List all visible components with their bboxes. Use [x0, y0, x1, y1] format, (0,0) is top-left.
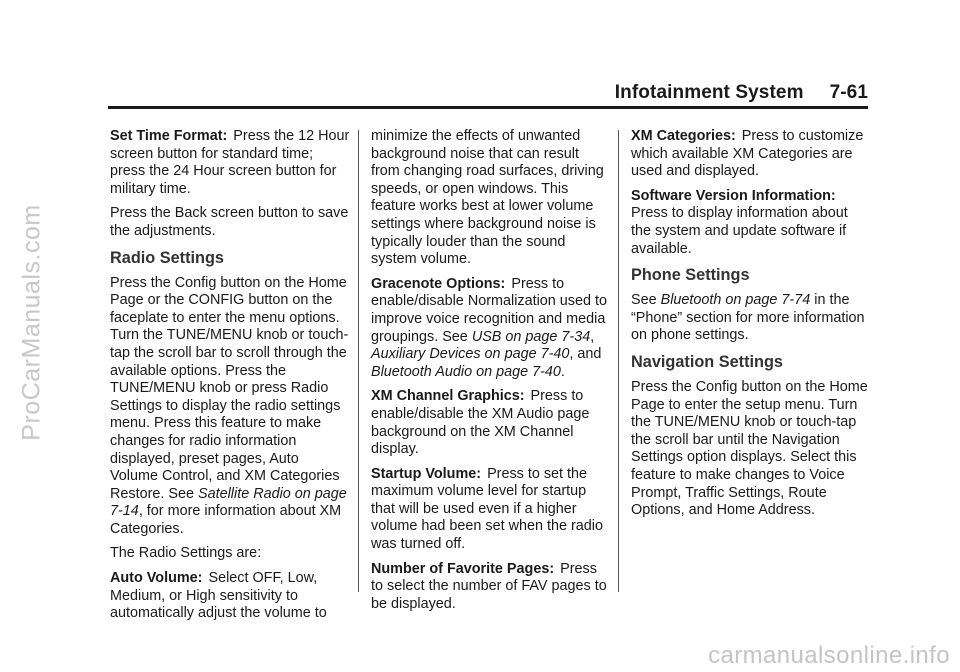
page-header [108, 82, 868, 104]
paragraph-text: , and [569, 346, 602, 363]
column-3 [631, 128, 871, 527]
paragraph-favorite-pages [371, 561, 611, 614]
term-gracenote-options: Gracenote Options: [371, 275, 506, 292]
paragraph-text: Press the 12 Hour screen button for standard time; press the 24 Hour screen button for military time. [110, 128, 350, 197]
term-auto-volume: Auto Volume: [110, 570, 203, 587]
paragraph-text: The Radio Settings are: [110, 545, 262, 562]
column-divider [358, 130, 359, 592]
paragraph-gracenote-options [371, 276, 611, 382]
heading-radio-settings: Radio Settings [110, 248, 224, 267]
paragraph-text: Press the Config button on the Home Page to enter the setup menu. Turn the TUNE/MENU knob or touch-tap the scroll bar until the Navigation Settings option displays. Select this feature to make changes to Voice Prompt, Traffic Settings, Route Options, and Home Address. [631, 378, 868, 519]
paragraph-text: See [631, 292, 657, 309]
section-title: Infotainment System [614, 82, 804, 103]
column-1 [110, 128, 350, 630]
paragraph-xm-categories [631, 128, 871, 181]
paragraph-text: Press to enable/disable Normalization used to improve voice recognition and media groupings. See [371, 275, 607, 345]
paragraph-auto-volume [110, 570, 350, 623]
paragraph-text: minimize the effects of unwanted background noise that can result from changing road surfaces, driving speeds, or open windows. This feature works best at lower volume settings where background noise is typically louder than the sound system volume. [371, 128, 604, 268]
paragraph-text: Press to customize which available XM Categories are used and displayed. [631, 128, 864, 180]
paragraph-text: . [560, 363, 565, 380]
cross-reference-link[interactable]: Satellite Radio on page 7-14 [110, 485, 347, 520]
term-xm-channel-graphics: XM Channel Graphics: [371, 388, 525, 405]
paragraph-radio-settings-list [110, 545, 350, 563]
heading-navigation-settings: Navigation Settings [631, 352, 783, 371]
term-set-time-format: Set Time Format: [110, 128, 228, 144]
paragraph-text: , [590, 328, 595, 345]
paragraph-set-time-format [110, 128, 350, 198]
term-software-version: Software Version Information: [631, 187, 836, 204]
paragraph-text: Select OFF, Low, Medium, or High sensitivity to automatically adjust the volume to [110, 570, 327, 622]
column-divider [618, 130, 619, 592]
side-watermark: ProCarManuals.com [17, 204, 46, 441]
paragraph-startup-volume [371, 466, 611, 554]
paragraph-text: Press the Config button on the Home Page or the CONFIG button on the faceplate to enter the menu options. Turn the TUNE/MENU knob or touch-tap the scroll bar to scroll through the available options. Press the TUNE/MENU knob or press Radio Settings to display the radio settings menu. Press this feature to make changes for radio information displayed, preset pages, Auto Volume Control, and XM Categories Restore. See [110, 274, 349, 502]
header-rule [108, 106, 868, 109]
paragraph-radio-settings [110, 275, 350, 539]
term-startup-volume: Startup Volume: [371, 465, 482, 482]
heading-phone-settings: Phone Settings [631, 266, 750, 285]
paragraph-text: Press to set the maximum volume level for startup that will be used even if a higher volume had been set when the radio was turned off. [371, 465, 604, 553]
cross-reference-link[interactable]: Auxiliary Devices on page 7-40 [371, 346, 570, 363]
page-number: 7-61 [829, 82, 868, 103]
paragraph-back-button [110, 205, 350, 240]
term-favorite-pages: Number of Favorite Pages: [371, 560, 555, 577]
bottom-watermark: carmanualsonline.info [708, 642, 950, 669]
paragraph-xm-channel-graphics [371, 388, 611, 458]
paragraph-phone-settings [631, 292, 871, 345]
paragraph-navigation-settings [631, 379, 871, 520]
cross-reference-link[interactable]: Bluetooth Audio on page 7-40 [371, 363, 561, 380]
paragraph-software-version [631, 188, 871, 258]
paragraph-text: Press to display information about the system and update software if available. [631, 205, 848, 257]
paragraph-text: Press to select the number of FAV pages to be displayed. [371, 560, 607, 612]
paragraph-text: Press the Back screen button to save the adjustments. [110, 205, 349, 239]
paragraph-text: in the “Phone” section for more information on phone settings. [631, 292, 865, 344]
cross-reference-link[interactable]: USB on page 7-34 [471, 328, 591, 345]
paragraph-text: Press to enable/disable the XM Audio page background on the XM Channel display. [371, 388, 590, 458]
cross-reference-link[interactable]: Bluetooth on page 7-74 [660, 292, 811, 309]
paragraph-auto-volume-continued [371, 128, 611, 269]
column-2 [371, 128, 611, 620]
paragraph-text: , for more information about XM Categories. [110, 503, 342, 537]
term-xm-categories: XM Categories: [631, 128, 736, 144]
